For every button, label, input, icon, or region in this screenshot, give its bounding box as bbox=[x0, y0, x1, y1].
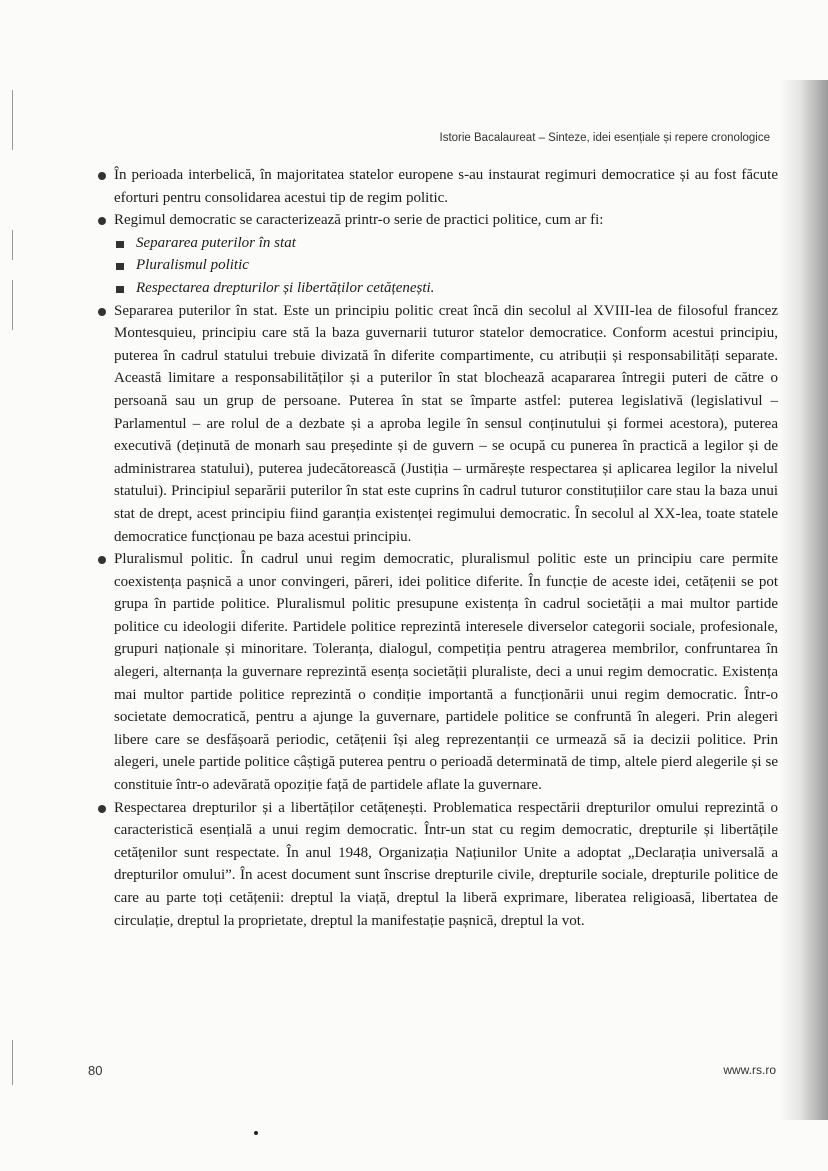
bullet-icon bbox=[98, 308, 106, 316]
list-item bbox=[92, 797, 778, 933]
bullet-icon bbox=[98, 217, 106, 225]
sub-list-item bbox=[92, 232, 778, 255]
bullet-icon bbox=[98, 805, 106, 813]
scan-mark bbox=[12, 280, 13, 330]
list-item bbox=[92, 209, 778, 232]
square-bullet-icon bbox=[116, 241, 124, 248]
scan-dot bbox=[254, 1131, 258, 1135]
running-header: Istorie Bacalaureat – Sinteze, idei esențiale și repere cronologice bbox=[439, 132, 770, 144]
section-text: Respectarea drepturilor și a libertăților cetățenești. Problematica respectării drepturilor omului reprezintă o caracteristică esențială a unui regim democratic. Într-un stat cu regim democratic, drepturile și libertățile cetățenilor sunt respectate. În anul 1948, Organizația Națiunilor Unite a adoptat „Declarația universală a drepturilor omului”. În acest document sunt înscrise drepturile civile, drepturile sociale, drepturile politice de care au parte toți cetățenii: dreptul la viață, dreptul la liberă exprimare, liberatea religioasă, libertatea de circulație, dreptul la proprietate, dreptul la manifestație pașnică, dreptul la vot. bbox=[114, 799, 778, 929]
section-text: Pluralismul politic. În cadrul unui regim democratic, pluralismul politic este un principiu care permite coexistența pașnică a unor convingeri, păreri, idei politice diferite. În funcție de aceste idei, cetățenii se pot grupa în partide politice. Pluralismul politic presupune existența în cadrul societății a mai multor partide politice cu ideologii diferite. Partidele politice reprezintă interesele diverselor categorii sociale, profesionale, grupuri naționale și minoritare. Toleranța, dialogul, competiția pentru atragerea membrilor, confruntarea în alegeri, alternanța la guvernare reprezintă esența societății pluraliste, deci a unui regim democratic. Existența mai multor partide politice reprezintă o condiție importantă a funcționării unui regim democratic. Într-o societate democratică, pentru a ajunge la guvernare, partidele politice se confruntă în alegeri. Prin alegeri libere care se desfășoară periodic, cetățenii își aleg reprezentanții ce urmează să ia decizii politice. Prin alegeri, unele partide politice câștigă puterea pentru o perioadă determinată de timp, altele pierd alegerile și se constituie într-o adevărată opoziție față de partidele aflate la guvernare. bbox=[114, 551, 778, 794]
paragraph-text: În perioada interbelică, în majoritatea statelor europene s-au instaurat regimuri democratice și au fost făcute eforturi pentru consolidarea acestui tip de regim politic. bbox=[114, 167, 778, 206]
square-bullet-icon bbox=[116, 263, 124, 270]
sub-item-text: Respectarea drepturilor și libertăților cetățenești. bbox=[136, 279, 435, 296]
page-number: 80 bbox=[88, 1063, 103, 1078]
sub-item-text: Separarea puterilor în stat bbox=[136, 234, 296, 251]
scan-mark bbox=[12, 230, 13, 260]
scan-mark bbox=[12, 1040, 13, 1085]
scan-mark bbox=[12, 90, 13, 150]
sub-list-item bbox=[92, 254, 778, 277]
page-content bbox=[92, 164, 778, 932]
website-link: www.rs.ro bbox=[723, 1063, 776, 1077]
list-item bbox=[92, 548, 778, 797]
bullet-icon bbox=[98, 556, 106, 564]
section-text: Separarea puterilor în stat. Este un principiu politic creat încă din secolul al XVIII-lea de filosoful francez Montesquieu, principiu care stă la baza guvernarii tuturor statelor democratice. Conform acestui principiu, puterea în cadrul statului trebuie divizată în diferite compartimente, cu atribuții și responsabilități separate. Această limitare a responsabilităților și a puterilor în stat blochează acapararea întregii puteri de către o persoană sau un grup de persoane. Puterea în stat se împarte astfel: puterea legislativă (legislativul – Parlamentul – are rolul de a dezbate și a aproba legile în sensul conținutului și formei acestora), puterea executivă (deținută de monarh sau președinte și de guvern – se ocupă cu punerea în practică a legilor și de administrarea statului), puterea judecătorească (Justiția – urmărește respectarea și aplicarea legilor la nivelul statului). Principiul separării puterilor în stat este cuprins în cadrul tuturor constituțiilor care stau la baza unui stat de drept, acest principiu fiind garanția existenței regimului democratic. În secolul al XX-lea, toate statele democratice funcționau pe baza acestui principiu. bbox=[114, 302, 778, 545]
paragraph-text: Regimul democratic se caracterizează printr-o serie de practici politice, cum ar fi: bbox=[114, 212, 604, 229]
bullet-icon bbox=[98, 172, 106, 180]
scan-shadow bbox=[780, 80, 828, 1120]
sub-item-text: Pluralismul politic bbox=[136, 257, 249, 274]
square-bullet-icon bbox=[116, 286, 124, 293]
list-item bbox=[92, 164, 778, 209]
list-item bbox=[92, 300, 778, 549]
sub-list-item bbox=[92, 277, 778, 300]
